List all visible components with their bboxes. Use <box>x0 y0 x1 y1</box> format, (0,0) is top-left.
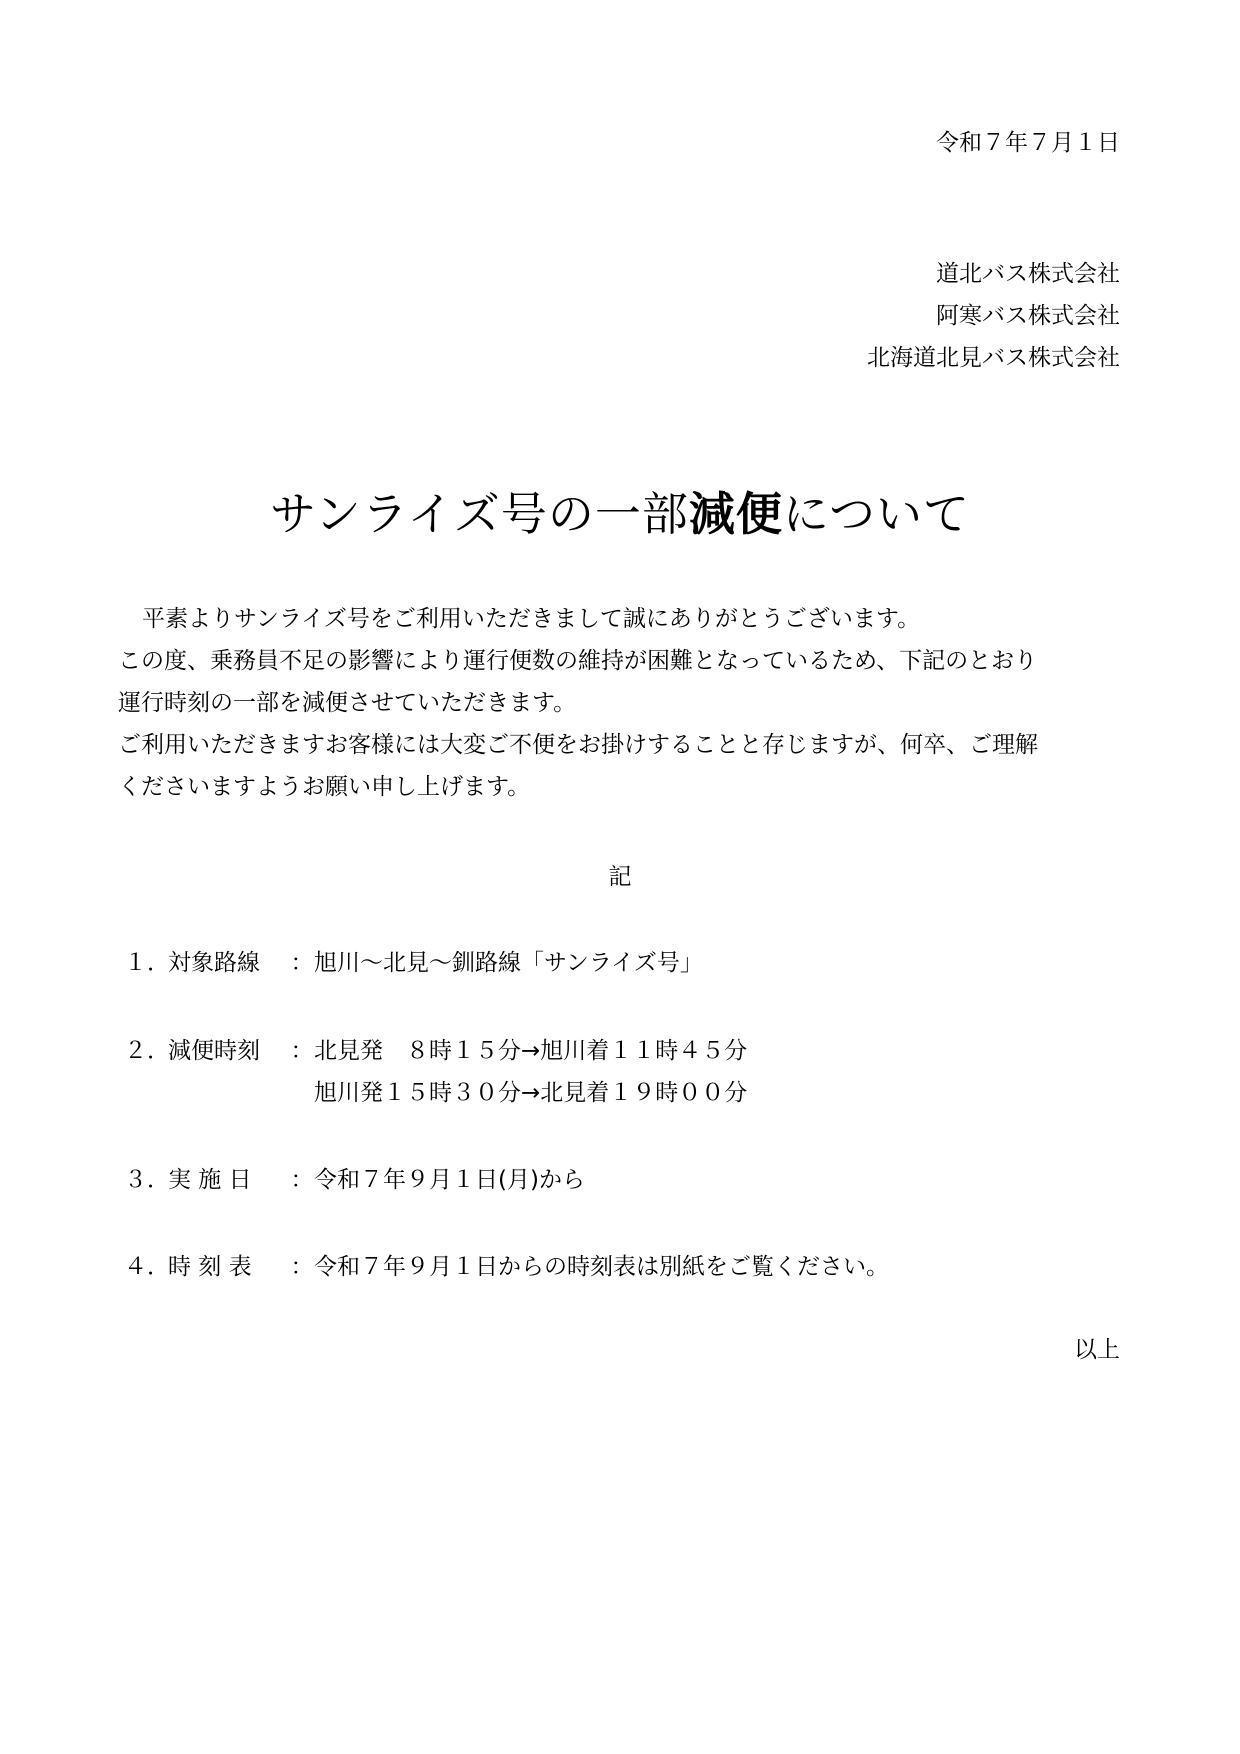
title-part: について <box>782 487 970 541</box>
title-part: サンライズ号の一部 <box>270 487 689 541</box>
document-title <box>0 478 1240 544</box>
item-colon: ： <box>290 950 314 976</box>
body-line: 平素よりサンライズ号をご利用いただきまして誠にありがとうございます。 <box>142 606 921 632</box>
document-date: 令和７年７月１日 <box>936 130 1120 156</box>
title-emphasis: 減便 <box>688 487 783 541</box>
item-number: ３． <box>124 1167 170 1193</box>
item-value: 令和７年９月１日からの時刻表は別紙をご覧ください。 <box>314 1254 889 1280</box>
item-value-continued: 旭川発１５時３０分→北見着１９時００分 <box>314 1080 748 1106</box>
list-item <box>124 1159 585 1201</box>
closing-mark: 以上 <box>1074 1337 1120 1363</box>
item-colon: ： <box>290 1038 314 1064</box>
body-line: 運行時刻の一部を減便させていただきます。 <box>118 690 577 716</box>
body-line: この度、乗務員不足の影響により運行便数の維持が困難となっているため、下記のとおり <box>118 648 1038 674</box>
item-label: 減便時刻 <box>168 1038 260 1064</box>
item-label: 対象路線 <box>168 950 260 976</box>
list-item <box>124 942 703 984</box>
ki-heading: 記 <box>608 864 632 890</box>
item-value: 旭川～北見～釧路線「サンライズ号」 <box>314 950 703 976</box>
company-name: 道北バス株式会社 <box>936 261 1120 287</box>
list-item <box>124 1246 889 1288</box>
item-label: 時 刻 表 <box>168 1254 252 1280</box>
item-value: 令和７年９月１日(月)から <box>314 1167 585 1193</box>
body-line: くださいますようお願い申し上げます。 <box>118 774 531 800</box>
issuer-companies <box>867 253 1120 379</box>
item-number: ４． <box>124 1254 170 1280</box>
item-colon: ： <box>290 1254 314 1280</box>
item-value: 北見発 ８時１５分→旭川着１１時４５分 <box>314 1038 748 1064</box>
body-line: ご利用いただきますお客様には大変ご不便をお掛けすることと存じますが、何卒、ご理解 <box>118 732 1038 758</box>
company-name: 阿寒バス株式会社 <box>936 303 1120 329</box>
item-number: ２． <box>124 1038 170 1064</box>
list-item <box>124 1030 747 1072</box>
item-number: １． <box>124 950 170 976</box>
item-colon: ： <box>290 1167 314 1193</box>
notice-body <box>118 598 1128 808</box>
company-name: 北海道北見バス株式会社 <box>867 345 1120 371</box>
item-label: 実 施 日 <box>168 1167 252 1193</box>
